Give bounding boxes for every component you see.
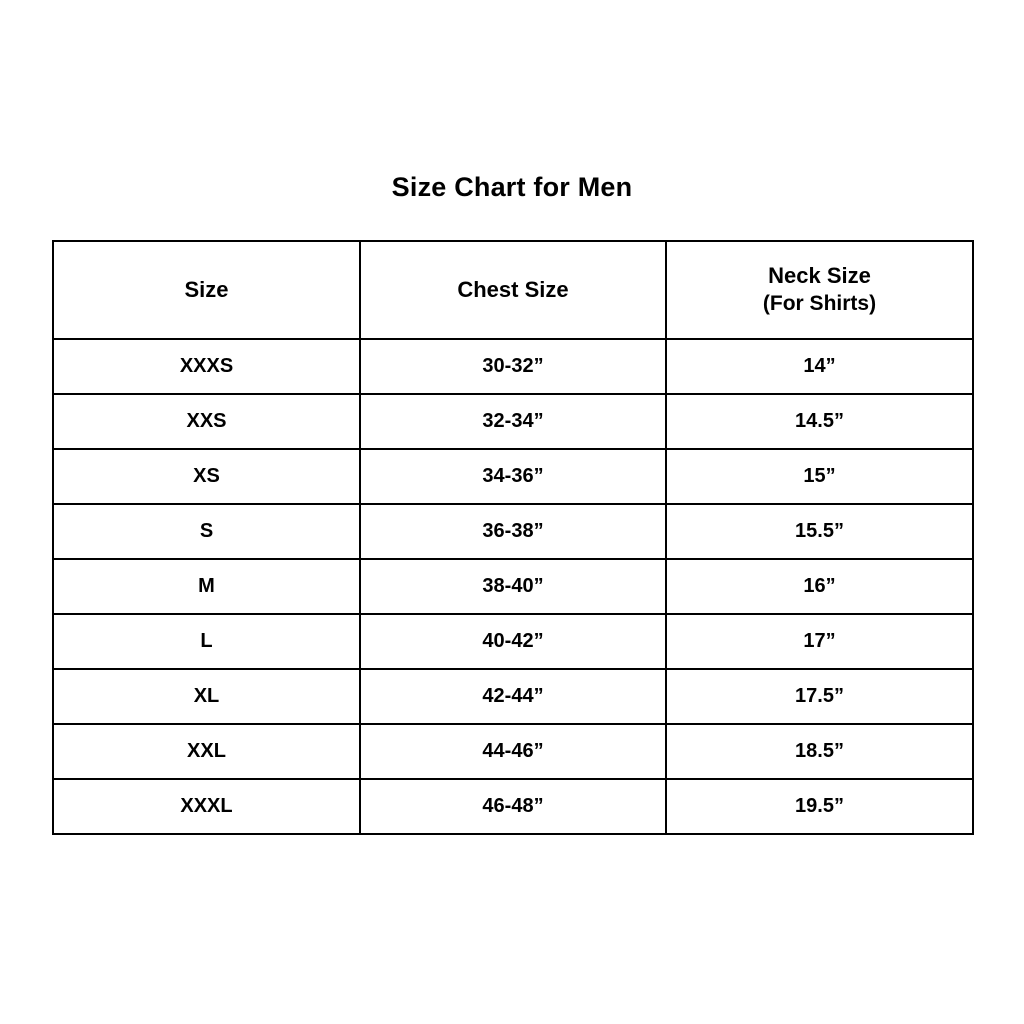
- table-row: [53, 614, 973, 669]
- cell-neck: 16”: [666, 559, 973, 614]
- cell-size: XS: [53, 449, 360, 504]
- cell-neck: 17”: [666, 614, 973, 669]
- table-header: [53, 241, 973, 339]
- table-row: [53, 449, 973, 504]
- cell-chest: 42-44”: [360, 669, 666, 724]
- cell-neck: 14”: [666, 339, 973, 394]
- cell-chest: 38-40”: [360, 559, 666, 614]
- cell-size: S: [53, 504, 360, 559]
- cell-neck: 15”: [666, 449, 973, 504]
- size-chart-table: [52, 240, 974, 835]
- cell-size: XXL: [53, 724, 360, 779]
- cell-chest: 36-38”: [360, 504, 666, 559]
- column-header-size-label: Size: [184, 276, 229, 302]
- cell-neck: 14.5”: [666, 394, 973, 449]
- cell-size: XXXS: [53, 339, 360, 394]
- cell-chest: 40-42”: [360, 614, 666, 669]
- cell-size: XXXL: [53, 779, 360, 834]
- cell-neck: 18.5”: [666, 724, 973, 779]
- column-header-neck-sublabel: (For Shirts): [762, 291, 877, 315]
- cell-neck: 17.5”: [666, 669, 973, 724]
- cell-size: M: [53, 559, 360, 614]
- cell-chest: 44-46”: [360, 724, 666, 779]
- column-header-chest: [360, 241, 666, 339]
- page-title: Size Chart for Men: [391, 172, 633, 202]
- cell-chest: 46-48”: [360, 779, 666, 834]
- table-row: [53, 504, 973, 559]
- column-header-size: [53, 241, 360, 339]
- column-header-chest-label: Chest Size: [457, 276, 569, 302]
- table-header-row: [53, 241, 973, 339]
- table-row: [53, 559, 973, 614]
- table-row: [53, 779, 973, 834]
- cell-chest: 34-36”: [360, 449, 666, 504]
- cell-size: L: [53, 614, 360, 669]
- table-row: [53, 394, 973, 449]
- table-row: [53, 669, 973, 724]
- table-body: [53, 339, 973, 834]
- cell-size: XXS: [53, 394, 360, 449]
- column-header-neck-label: Neck Size: [768, 263, 871, 289]
- cell-chest: 30-32”: [360, 339, 666, 394]
- cell-neck: 19.5”: [666, 779, 973, 834]
- column-header-neck: [666, 241, 973, 339]
- cell-neck: 15.5”: [666, 504, 973, 559]
- cell-chest: 32-34”: [360, 394, 666, 449]
- cell-size: XL: [53, 669, 360, 724]
- table-row: [53, 339, 973, 394]
- table-row: [53, 724, 973, 779]
